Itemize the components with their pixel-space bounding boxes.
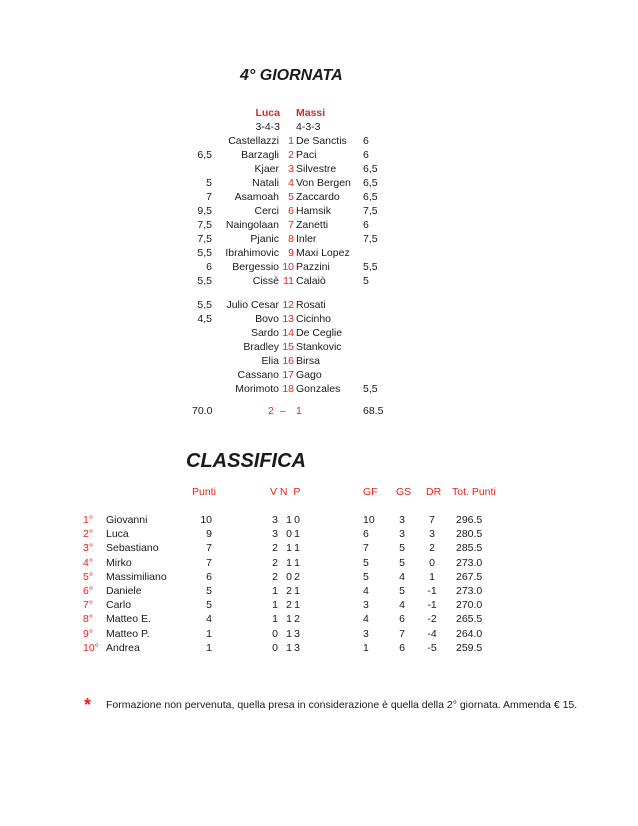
player-left: Sardo bbox=[250, 327, 279, 339]
punti-value: 6 bbox=[206, 570, 212, 583]
total-left: 70.0 bbox=[192, 405, 213, 417]
gs-value: 5 bbox=[399, 542, 405, 555]
tot-punti-value: 264.0 bbox=[456, 627, 483, 640]
gf-value: 6 bbox=[363, 528, 369, 541]
dr-value: 1 bbox=[429, 570, 435, 583]
score-right: 7,5 bbox=[363, 205, 378, 217]
shirt-number: 3 bbox=[288, 163, 294, 175]
shirt-number: 10 bbox=[282, 261, 294, 273]
dr-value: -1 bbox=[427, 585, 437, 597]
sconfitte-value: 3 bbox=[294, 641, 300, 654]
gs-value: 3 bbox=[399, 514, 405, 526]
pareggi-value: 0 bbox=[286, 528, 292, 541]
gs-value: 6 bbox=[399, 613, 405, 626]
player-name: Mirko bbox=[106, 556, 132, 569]
rank-position: 7° bbox=[83, 599, 94, 612]
player-left: Barzagli bbox=[241, 149, 279, 161]
gf-value: 7 bbox=[363, 542, 369, 555]
player-left: Ibrahimovic bbox=[225, 247, 279, 259]
gs-value: 4 bbox=[399, 570, 405, 583]
sconfitte-value: 1 bbox=[294, 585, 300, 597]
tot-punti-value: 285.5 bbox=[456, 542, 483, 555]
player-right: Von Bergen bbox=[296, 177, 351, 189]
tot-punti-value: 267.5 bbox=[456, 570, 483, 583]
player-left: Naingolaan bbox=[225, 219, 279, 231]
player-left: Bovo bbox=[255, 313, 279, 325]
rank-position: 1° bbox=[83, 514, 94, 526]
score-left: 7,5 bbox=[197, 233, 212, 245]
rank-position: 6° bbox=[83, 585, 94, 597]
tot-punti-value: 273.0 bbox=[456, 556, 483, 569]
header-punti: Punti bbox=[192, 486, 216, 498]
header-gf: GF bbox=[363, 486, 378, 498]
vittorie-value: 0 bbox=[272, 627, 278, 640]
dr-value: -5 bbox=[427, 641, 437, 654]
punti-value: 1 bbox=[206, 627, 212, 640]
player-right: Zanetti bbox=[296, 219, 329, 231]
player-left: Cassano bbox=[237, 369, 279, 381]
score-left: 5,5 bbox=[197, 247, 212, 259]
vittorie-value: 1 bbox=[272, 599, 278, 612]
player-name: Luca bbox=[106, 528, 129, 541]
vittorie-value: 3 bbox=[272, 528, 278, 541]
score-right: 6 bbox=[363, 219, 369, 231]
player-right: De Sanctis bbox=[296, 135, 347, 147]
player-left: Kjaer bbox=[254, 163, 279, 175]
player-right: Silvestre bbox=[296, 163, 337, 175]
vittorie-value: 2 bbox=[272, 556, 278, 569]
score-left: 5,5 bbox=[197, 275, 212, 287]
gf-value: 5 bbox=[363, 556, 369, 569]
pareggi-value: 0 bbox=[286, 570, 292, 583]
player-left: Castellazzi bbox=[228, 135, 279, 147]
score-right: 6 bbox=[363, 135, 369, 147]
punti-value: 5 bbox=[206, 585, 212, 597]
pareggi-value: 1 bbox=[286, 514, 292, 526]
shirt-number: 15 bbox=[282, 341, 294, 353]
score-left: 6 bbox=[206, 261, 212, 273]
tot-punti-value: 265.5 bbox=[456, 613, 483, 626]
pareggi-value: 1 bbox=[286, 613, 292, 626]
gf-value: 4 bbox=[363, 613, 369, 626]
score-dash: – bbox=[280, 405, 286, 417]
score-right: 6,5 bbox=[363, 177, 378, 189]
player-right: Inler bbox=[296, 233, 317, 245]
pareggi-value: 2 bbox=[286, 585, 292, 597]
header-vnp: V N P bbox=[270, 486, 301, 498]
gs-value: 5 bbox=[399, 556, 405, 569]
vittorie-value: 2 bbox=[272, 542, 278, 555]
player-left: Bradley bbox=[243, 341, 279, 353]
dr-value: 0 bbox=[429, 556, 435, 569]
gf-value: 1 bbox=[363, 641, 369, 654]
player-left: Cissè bbox=[252, 275, 279, 287]
footnote-asterisk: * bbox=[84, 695, 92, 715]
player-right: Zaccardo bbox=[296, 191, 340, 203]
sconfitte-value: 2 bbox=[294, 613, 300, 626]
pareggi-value: 2 bbox=[286, 599, 292, 612]
player-name: Matteo E. bbox=[106, 613, 151, 626]
shirt-number: 13 bbox=[282, 313, 294, 325]
player-left: Cerci bbox=[254, 205, 279, 217]
player-right: Rosati bbox=[296, 299, 326, 311]
player-right: Pazzini bbox=[296, 261, 330, 273]
player-left: Asamoah bbox=[234, 191, 279, 203]
sconfitte-value: 1 bbox=[294, 542, 300, 555]
total-right: 68.5 bbox=[363, 405, 384, 417]
score-right: 5 bbox=[363, 275, 369, 287]
score-left: 5 bbox=[206, 177, 212, 189]
punti-value: 1 bbox=[206, 641, 212, 654]
shirt-number: 5 bbox=[288, 191, 294, 203]
shirt-number: 4 bbox=[288, 177, 294, 189]
module-left: 3-4-3 bbox=[255, 121, 280, 133]
dr-value: -2 bbox=[427, 613, 437, 626]
gf-value: 4 bbox=[363, 585, 369, 597]
footnote-text: Formazione non pervenuta, quella presa in considerazione è quella della 2° giornata. Ammenda € 15. bbox=[106, 699, 578, 711]
dr-value: -1 bbox=[427, 599, 437, 612]
score-right: 6,5 bbox=[363, 191, 378, 203]
tot-punti-value: 273.0 bbox=[456, 585, 483, 597]
gs-value: 6 bbox=[399, 641, 405, 654]
dr-value: -4 bbox=[427, 627, 437, 640]
sconfitte-value: 1 bbox=[294, 599, 300, 612]
gs-value: 4 bbox=[399, 599, 405, 612]
punti-value: 9 bbox=[206, 528, 212, 541]
shirt-number: 8 bbox=[288, 233, 294, 245]
sconfitte-value: 1 bbox=[294, 556, 300, 569]
rank-position: 9° bbox=[83, 627, 94, 640]
punti-value: 7 bbox=[206, 556, 212, 569]
team-left-name: Luca bbox=[255, 107, 280, 119]
sconfitte-value: 2 bbox=[294, 570, 300, 583]
punti-value: 5 bbox=[206, 599, 212, 612]
rank-position: 2° bbox=[83, 528, 94, 541]
player-name: Matteo P. bbox=[106, 627, 150, 640]
vittorie-value: 2 bbox=[272, 570, 278, 583]
shirt-number: 17 bbox=[282, 369, 294, 381]
tot-punti-value: 259.5 bbox=[456, 641, 483, 654]
score-right: 7,5 bbox=[363, 233, 378, 245]
gs-value: 7 bbox=[399, 627, 405, 640]
vittorie-value: 0 bbox=[272, 641, 278, 654]
player-name: Carlo bbox=[106, 599, 132, 612]
giornata-title: 4° GIORNATA bbox=[240, 67, 343, 84]
score-left: 7 bbox=[206, 191, 212, 203]
pareggi-value: 1 bbox=[286, 627, 292, 640]
score-right: 6,5 bbox=[363, 163, 378, 175]
gf-value: 5 bbox=[363, 570, 369, 583]
shirt-number: 12 bbox=[282, 299, 294, 311]
module-right: 4-3-3 bbox=[296, 121, 321, 133]
player-name: Massimiliano bbox=[106, 570, 167, 583]
score-left: 4,5 bbox=[197, 313, 212, 325]
player-name: Giovanni bbox=[106, 514, 148, 526]
shirt-number: 11 bbox=[283, 275, 294, 287]
player-left: Morimoto bbox=[235, 383, 279, 395]
sconfitte-value: 1 bbox=[294, 528, 300, 541]
player-right: Cicinho bbox=[296, 313, 332, 325]
rank-position: 8° bbox=[83, 613, 94, 626]
header-tot: Tot. Punti bbox=[452, 486, 496, 498]
player-left: Julio Cesar bbox=[226, 299, 279, 311]
score-left: 7,5 bbox=[197, 219, 212, 231]
gf-value: 10 bbox=[363, 514, 375, 526]
shirt-number: 2 bbox=[288, 149, 294, 161]
pareggi-value: 1 bbox=[286, 542, 292, 555]
goals-right: 1 bbox=[296, 405, 302, 417]
player-right: Maxi Lopez bbox=[296, 247, 350, 259]
player-right: Gonzales bbox=[296, 383, 341, 395]
player-right: De Ceglie bbox=[296, 327, 343, 339]
shirt-number: 18 bbox=[282, 383, 294, 395]
punti-value: 4 bbox=[206, 613, 212, 626]
dr-value: 2 bbox=[429, 542, 435, 555]
player-right: Birsa bbox=[296, 355, 320, 367]
tot-punti-value: 270.0 bbox=[456, 599, 483, 612]
player-left: Pjanic bbox=[250, 233, 279, 245]
player-name: Andrea bbox=[106, 641, 140, 654]
score-right: 5,5 bbox=[363, 261, 378, 273]
sconfitte-value: 3 bbox=[294, 627, 300, 640]
shirt-number: 16 bbox=[282, 355, 294, 367]
player-right: Calaiò bbox=[296, 275, 326, 287]
score-left: 5,5 bbox=[197, 299, 212, 311]
shirt-number: 14 bbox=[282, 327, 294, 339]
shirt-number: 1 bbox=[288, 135, 294, 147]
pareggi-value: 1 bbox=[286, 641, 292, 654]
player-right: Hamsik bbox=[296, 205, 332, 217]
pareggi-value: 1 bbox=[286, 556, 292, 569]
dr-value: 7 bbox=[429, 514, 435, 526]
punti-value: 7 bbox=[206, 542, 212, 555]
shirt-number: 9 bbox=[288, 247, 294, 259]
score-right: 5,5 bbox=[363, 383, 378, 395]
shirt-number: 6 bbox=[288, 205, 294, 217]
player-right: Paci bbox=[296, 149, 317, 161]
vittorie-value: 1 bbox=[272, 585, 278, 597]
header-dr: DR bbox=[426, 486, 442, 498]
gf-value: 3 bbox=[363, 627, 369, 640]
header-gs: GS bbox=[396, 486, 412, 498]
gs-value: 5 bbox=[399, 585, 405, 597]
player-name: Daniele bbox=[106, 585, 142, 597]
classifica-title: CLASSIFICA bbox=[186, 450, 306, 472]
player-left: Bergessio bbox=[232, 261, 279, 273]
vittorie-value: 3 bbox=[272, 514, 278, 526]
tot-punti-value: 296.5 bbox=[456, 514, 483, 526]
gs-value: 3 bbox=[399, 528, 405, 541]
gf-value: 3 bbox=[363, 599, 369, 612]
player-right: Gago bbox=[296, 369, 322, 381]
rank-position: 3° bbox=[83, 542, 94, 555]
team-right-name: Massi bbox=[296, 107, 326, 119]
vittorie-value: 1 bbox=[272, 613, 278, 626]
score-left: 6,5 bbox=[197, 149, 212, 161]
rank-position: 10° bbox=[83, 641, 99, 654]
player-left: Natali bbox=[252, 177, 279, 189]
rank-position: 5° bbox=[83, 570, 94, 583]
shirt-number: 7 bbox=[288, 219, 294, 231]
rank-position: 4° bbox=[83, 556, 94, 569]
player-name: Sebastiano bbox=[106, 542, 159, 555]
punti-value: 10 bbox=[200, 514, 212, 526]
player-left: Elia bbox=[261, 355, 279, 367]
score-right: 6 bbox=[363, 149, 369, 161]
goals-left: 2 bbox=[268, 405, 274, 417]
player-right: Stankovic bbox=[296, 341, 342, 353]
sconfitte-value: 0 bbox=[294, 514, 300, 526]
score-left: 9,5 bbox=[197, 205, 212, 217]
tot-punti-value: 280.5 bbox=[456, 528, 483, 541]
dr-value: 3 bbox=[429, 528, 435, 541]
